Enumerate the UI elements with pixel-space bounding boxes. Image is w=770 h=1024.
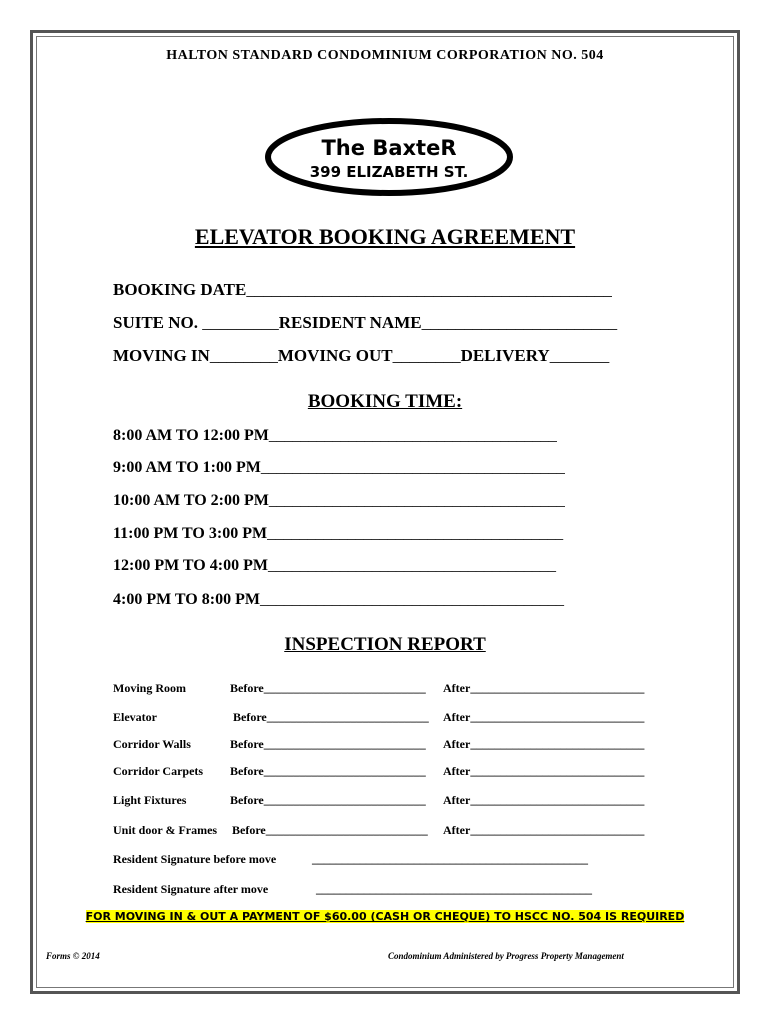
after-label: After [443, 764, 471, 778]
corporation-header: HALTON STANDARD CONDOMINIUM CORPORATION NO. 504 [166, 48, 604, 63]
inspection-after-field[interactable]: After_____________________________ [443, 793, 645, 807]
signature-after-label: Resident Signature after move [113, 882, 269, 896]
before-label: Before [230, 764, 264, 778]
booking-slot[interactable]: 4:00 PM TO 8:00 PM______________________________________ [113, 591, 564, 608]
inspection-before-field[interactable]: Before___________________________ [230, 737, 426, 751]
signature-before-label: Resident Signature before move [113, 852, 277, 866]
inspection-after-field[interactable]: After_____________________________ [443, 764, 645, 778]
inspection-before-field[interactable]: Before___________________________ [230, 764, 426, 778]
after-label: After [443, 737, 471, 751]
form-title: ELEVATOR BOOKING AGREEMENT [194, 224, 576, 249]
before-label: Before [230, 793, 264, 807]
booking-slot-label: 4:00 PM TO 8:00 PM [113, 591, 260, 608]
booking-slot[interactable]: 9:00 AM TO 1:00 PM______________________________________ [113, 459, 565, 476]
inspection-item-label: Corridor Carpets [113, 764, 204, 778]
booking-slot-label: 12:00 PM TO 4:00 PM [113, 557, 268, 574]
signature-after-line[interactable]: ______________________________________________ [316, 882, 592, 896]
after-label: After [443, 793, 471, 807]
footer-forms: Forms © 2014 [46, 951, 100, 961]
booking-slot-label: 11:00 PM TO 3:00 PM [113, 525, 268, 542]
after-label: After [443, 823, 471, 837]
logo-name: The BaxteR [321, 136, 457, 160]
moving-row[interactable]: MOVING IN________MOVING OUT________DELIVERY_______ [113, 346, 610, 365]
inspection-before-field[interactable]: Before___________________________ [230, 793, 426, 807]
footer-management: Condominium Administered by Progress Property Management [388, 951, 624, 961]
booking-time-heading: BOOKING TIME: [307, 391, 463, 412]
inspection-after-field[interactable]: After_____________________________ [443, 737, 645, 751]
inspection-item-label: Light Fixtures [113, 793, 187, 807]
inspection-item-label: Corridor Walls [113, 737, 191, 751]
booking-date-field[interactable]: BOOKING DATE___________________________________________ [113, 280, 612, 299]
inspection-after-field[interactable]: After_____________________________ [443, 681, 645, 695]
inspection-before-field[interactable]: Before___________________________ [230, 681, 426, 695]
inspection-before-field[interactable]: Before___________________________ [232, 823, 428, 837]
inspection-item-label: Unit door & Frames [113, 823, 218, 837]
before-label: Before [233, 710, 267, 724]
booking-slot[interactable]: 8:00 AM TO 12:00 PM____________________________________ [113, 427, 557, 444]
booking-slot[interactable]: 12:00 PM TO 4:00 PM____________________________________ [113, 557, 556, 574]
baxter-logo [264, 117, 514, 197]
booking-slot[interactable]: 11:00 PM TO 3:00 PM_____________________________________ [113, 525, 564, 542]
inspection-item-label: Moving Room [113, 681, 186, 695]
resident-name-label: RESIDENT NAME [278, 313, 422, 332]
inspection-after-field[interactable]: After_____________________________ [443, 823, 645, 837]
booking-slot-label: 10:00 AM TO 2:00 PM [113, 492, 269, 509]
payment-note [0, 910, 770, 923]
inspection-after-field[interactable]: After_____________________________ [443, 710, 645, 724]
suite-resident-row[interactable]: SUITE NO. _________RESIDENT NAME_______________________ [113, 313, 618, 332]
booking-slot-label: 8:00 AM TO 12:00 PM [113, 427, 269, 444]
booking-slot-label: 9:00 AM TO 1:00 PM [113, 459, 261, 476]
inspection-before-field[interactable]: Before___________________________ [233, 710, 429, 724]
before-label: Before [230, 681, 264, 695]
payment-note-text: FOR MOVING IN & OUT A PAYMENT OF $60.00 (CASH OR CHEQUE) TO HSCC NO. 504 IS REQUIRED [85, 910, 685, 923]
suite-no-label: SUITE NO. [113, 313, 199, 332]
booking-slot[interactable]: 10:00 AM TO 2:00 PM_____________________________________ [113, 492, 565, 509]
before-label: Before [230, 737, 264, 751]
moving-in-label: MOVING IN [113, 346, 210, 365]
after-label: After [443, 710, 471, 724]
logo-address: 399 ELIZABETH ST. [309, 163, 469, 181]
moving-out-label: MOVING OUT [277, 346, 393, 365]
before-label: Before [232, 823, 266, 837]
booking-date-label: BOOKING DATE [113, 280, 247, 299]
inspection-report-heading: INSPECTION REPORT [284, 634, 486, 655]
signature-before-line[interactable]: ______________________________________________ [312, 852, 588, 866]
delivery-label: DELIVERY [460, 346, 550, 365]
inspection-item-label: Elevator [113, 710, 157, 724]
after-label: After [443, 681, 471, 695]
